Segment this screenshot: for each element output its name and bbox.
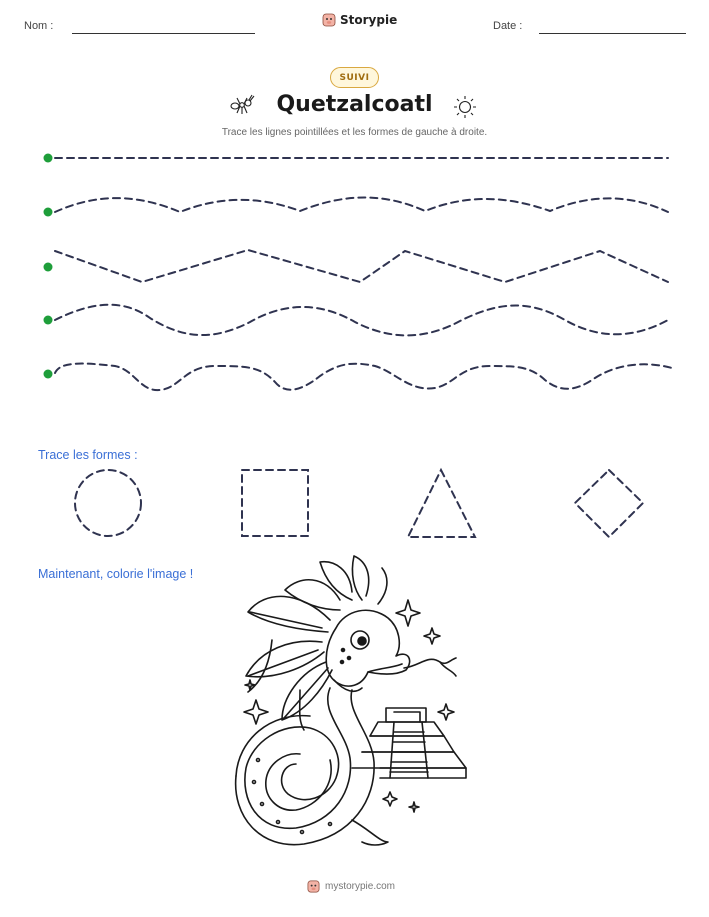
start-dot — [44, 370, 53, 379]
footer — [307, 880, 395, 893]
start-dot — [44, 316, 53, 325]
start-dot — [44, 154, 53, 163]
pig-mascot-icon — [307, 880, 320, 893]
trace-line-bumpy-wave — [55, 364, 672, 391]
name-label: Nom : — [24, 20, 54, 32]
trace-line-soft-wave — [55, 198, 668, 213]
trace-shape-diamond — [575, 470, 643, 537]
brand-name: Storypie — [340, 13, 398, 27]
coloring-picture — [236, 556, 466, 845]
start-dot — [44, 263, 53, 272]
serpent-body — [236, 688, 388, 845]
level-badge: SUIVI — [330, 67, 379, 88]
start-dot — [44, 208, 53, 217]
page-title: Quetzalcoatl — [276, 92, 433, 117]
trace-line-zigzag — [55, 250, 668, 282]
footer-url[interactable]: mystorypie.com — [325, 881, 396, 892]
shapes-heading: Trace les formes : — [38, 448, 138, 462]
trace-shape-circle — [75, 470, 141, 536]
trace-shape-square — [242, 470, 308, 536]
trace-shape-triangle — [408, 470, 475, 537]
serpent-head — [326, 610, 456, 691]
instructions: Trace les lignes pointillées et les formes de gauche à droite. — [221, 127, 488, 138]
coloring-heading: Maintenant, colorie l'image ! — [38, 567, 194, 581]
date-label: Date : — [493, 20, 523, 32]
trace-line-wave — [55, 305, 668, 336]
